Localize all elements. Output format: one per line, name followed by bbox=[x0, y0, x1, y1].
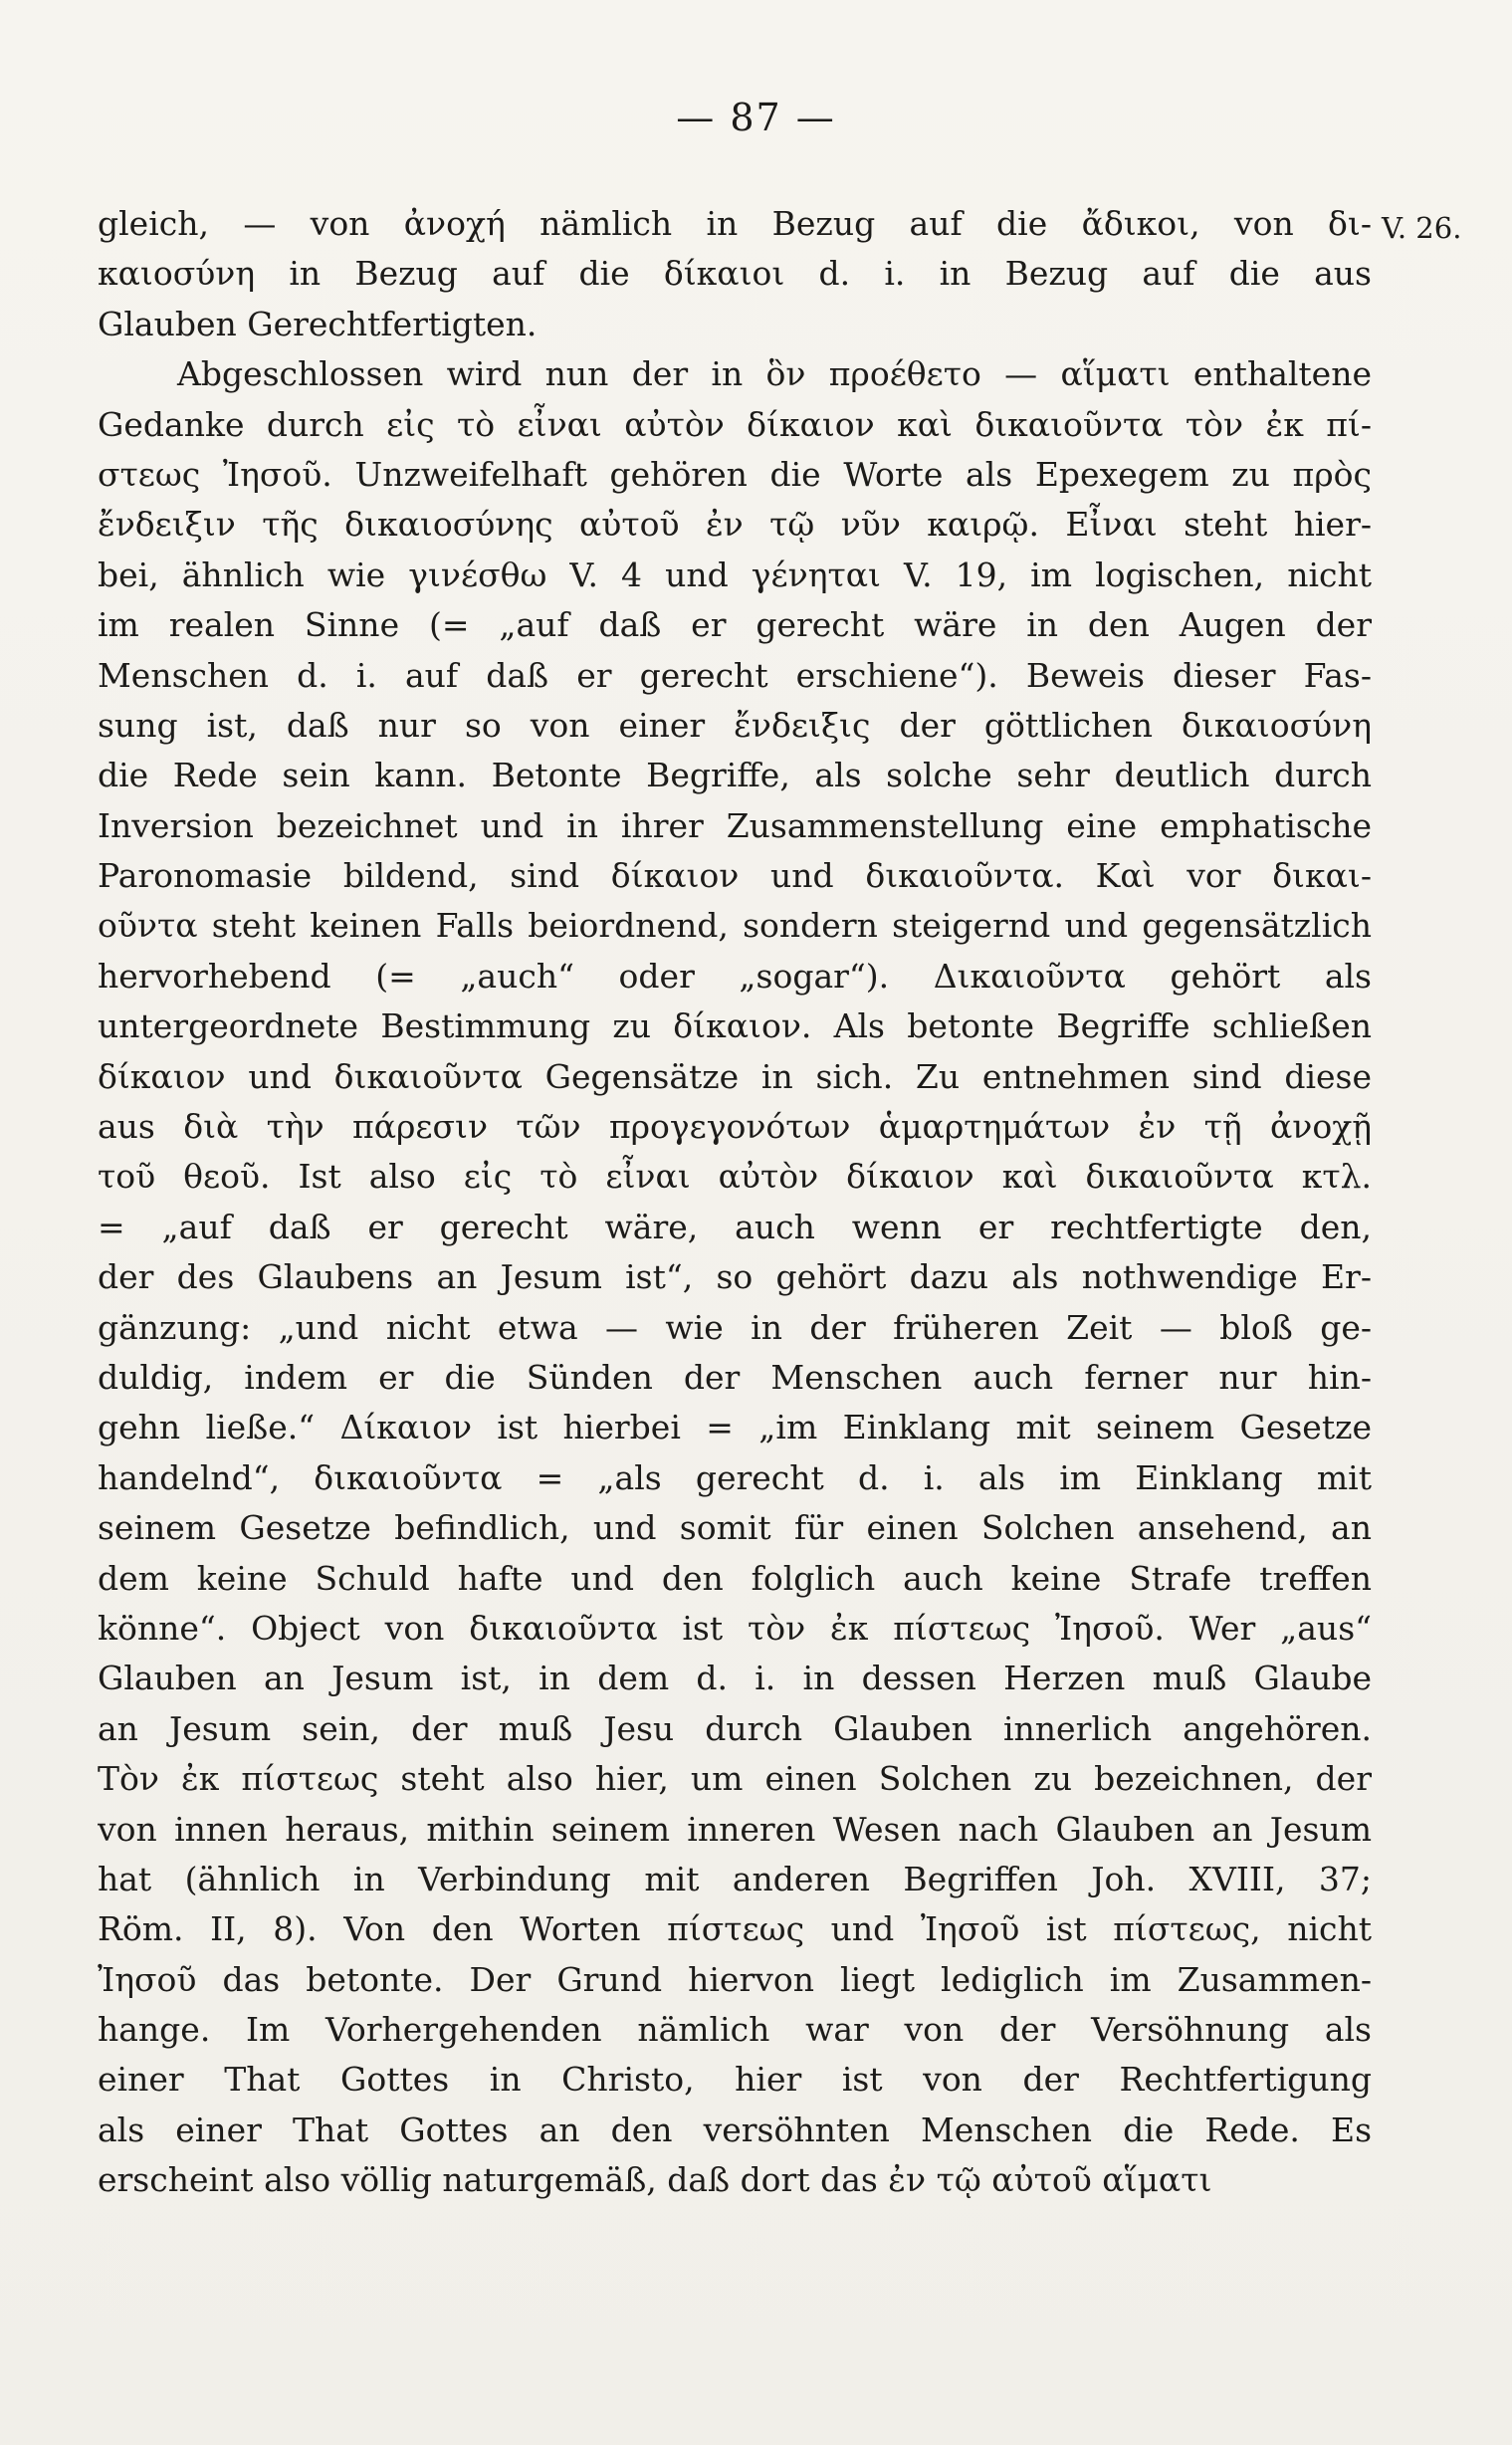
text-line: στεως Ἰησοῦ. Unzweifelhaft gehören die Worte als Epexegem zu πρὸς bbox=[98, 454, 1372, 494]
body-text bbox=[98, 199, 1372, 2206]
text-line: bei, ähnlich wie γινέσθω V. 4 und γένηται V. 19, im logischen, nicht bbox=[98, 555, 1372, 594]
text-line: erscheint also völlig naturgemäß, daß dort das ἐν τῷ αὐτοῦ αἵματι bbox=[98, 2160, 1212, 2200]
text-line: ἔνδειξιν τῆς δικαιοσύνης αὐτοῦ ἐν τῷ νῦν καιρῷ. Εἶναι steht hier- bbox=[98, 505, 1372, 545]
margin-verse-reference: V. 26. bbox=[1382, 211, 1462, 245]
text-line: Glauben an Jesum ist, in dem d. i. in dessen Herzen muß Glaube bbox=[98, 1659, 1372, 1698]
text-line: Τὸν ἐκ πίστεως steht also hier, um einen Solchen zu bezeichnen, der bbox=[98, 1759, 1372, 1799]
text-line: gehn ließe.“ Δίκαιον ist hierbei = „im Einklang mit seinem Gesetze bbox=[98, 1408, 1372, 1447]
text-line: Menschen d. i. auf daß er gerecht erschiene“). Beweis dieser Fas- bbox=[98, 655, 1372, 695]
text-line: gleich, — von ἀνοχή nämlich in Bezug auf die ἄδικοι, von δι- bbox=[98, 204, 1372, 243]
text-line: Abgeschlossen wird nun der in ὃν προέθετο — αἵματι enthaltene bbox=[177, 354, 1372, 394]
text-line: dem keine Schuld hafte und den folglich auch keine Strafe treffen bbox=[98, 1558, 1372, 1598]
text-line: οῦντα steht keinen Falls beiordnend, sondern steigernd und gegensätzlich bbox=[98, 906, 1372, 946]
text-line: gänzung: „und nicht etwa — wie in der früheren Zeit — bloß ge- bbox=[98, 1307, 1372, 1347]
text-line: untergeordnete Bestimmung zu δίκαιον. Als betonte Begriffe schließen bbox=[98, 1006, 1372, 1046]
text-line: Röm. II, 8). Von den Worten πίστεως und Ἰησοῦ ist πίστεως, nicht bbox=[98, 1909, 1372, 1949]
text-line: könne“. Object von δικαιοῦντα ist τὸν ἐκ πίστεως Ἰησοῦ. Wer „aus“ bbox=[98, 1608, 1372, 1648]
text-line: im realen Sinne (= „auf daß er gerecht wäre in den Augen der bbox=[98, 605, 1372, 645]
text-line: Paronomasie bildend, sind δίκαιον und δικαιοῦντα. Καὶ vor δικαι- bbox=[98, 856, 1372, 896]
text-line: hat (ähnlich in Verbindung mit anderen Begriffen Joh. XVIII, 37; bbox=[98, 1859, 1372, 1898]
text-line: Glauben Gerechtfertigten. bbox=[98, 304, 538, 343]
text-line: Ἰησοῦ das betonte. Der Grund hiervon liegt lediglich im Zusammen- bbox=[98, 1959, 1372, 1999]
page-number: — 87 — bbox=[676, 96, 836, 139]
text-line: einer That Gottes in Christo, hier ist von der Rechtfertigung bbox=[98, 2060, 1372, 2100]
text-line: τοῦ θεοῦ. Ist also εἰς τὸ εἶναι αὐτὸν δίκαιον καὶ δικαιοῦντα κτλ. bbox=[98, 1157, 1372, 1197]
text-line: hange. Im Vorhergehenden nämlich war von der Versöhnung als bbox=[98, 2010, 1372, 2050]
text-line: hervorhebend (= „auch“ oder „sogar“). Δικαιοῦντα gehört als bbox=[98, 956, 1372, 996]
text-line: seinem Gesetze befindlich, und somit für einen Solchen ansehend, an bbox=[98, 1508, 1372, 1548]
text-line: aus διὰ τὴν πάρεσιν τῶν προγεγονότων ἁμαρτημάτων ἐν τῇ ἀνοχῇ bbox=[98, 1107, 1372, 1147]
text-line: der des Glaubens an Jesum ist“, so gehört dazu als nothwendige Er- bbox=[98, 1257, 1372, 1297]
text-line: von innen heraus, mithin seinem inneren Wesen nach Glauben an Jesum bbox=[98, 1809, 1372, 1849]
text-line: an Jesum sein, der muß Jesu durch Glauben innerlich angehören. bbox=[98, 1708, 1372, 1748]
text-line: = „auf daß er gerecht wäre, auch wenn er rechtfertigte den, bbox=[98, 1207, 1372, 1246]
text-line: Inversion bezeichnet und in ihrer Zusammenstellung eine emphatische bbox=[98, 805, 1372, 845]
text-line: δίκαιον und δικαιοῦντα Gegensätze in sich. Zu entnehmen sind diese bbox=[98, 1056, 1372, 1096]
text-line: duldig, indem er die Sünden der Menschen auch ferner nur hin- bbox=[98, 1357, 1372, 1397]
text-line: handelnd“, δικαιοῦντα = „als gerecht d. i. als im Einklang mit bbox=[98, 1457, 1372, 1497]
text-line: καιοσύνη in Bezug auf die δίκαιοι d. i. in Bezug auf die aus bbox=[98, 254, 1372, 294]
text-line: die Rede sein kann. Betonte Begriffe, als solche sehr deutlich durch bbox=[98, 756, 1372, 795]
text-line: als einer That Gottes an den versöhnten Menschen die Rede. Es bbox=[98, 2110, 1372, 2149]
text-line: Gedanke durch εἰς τὸ εἶναι αὐτὸν δίκαιον καὶ δικαιοῦντα τὸν ἐκ πί- bbox=[98, 404, 1372, 444]
text-line: sung ist, daß nur so von einer ἔνδειξις der göttlichen δικαιοσύνη bbox=[98, 705, 1372, 745]
